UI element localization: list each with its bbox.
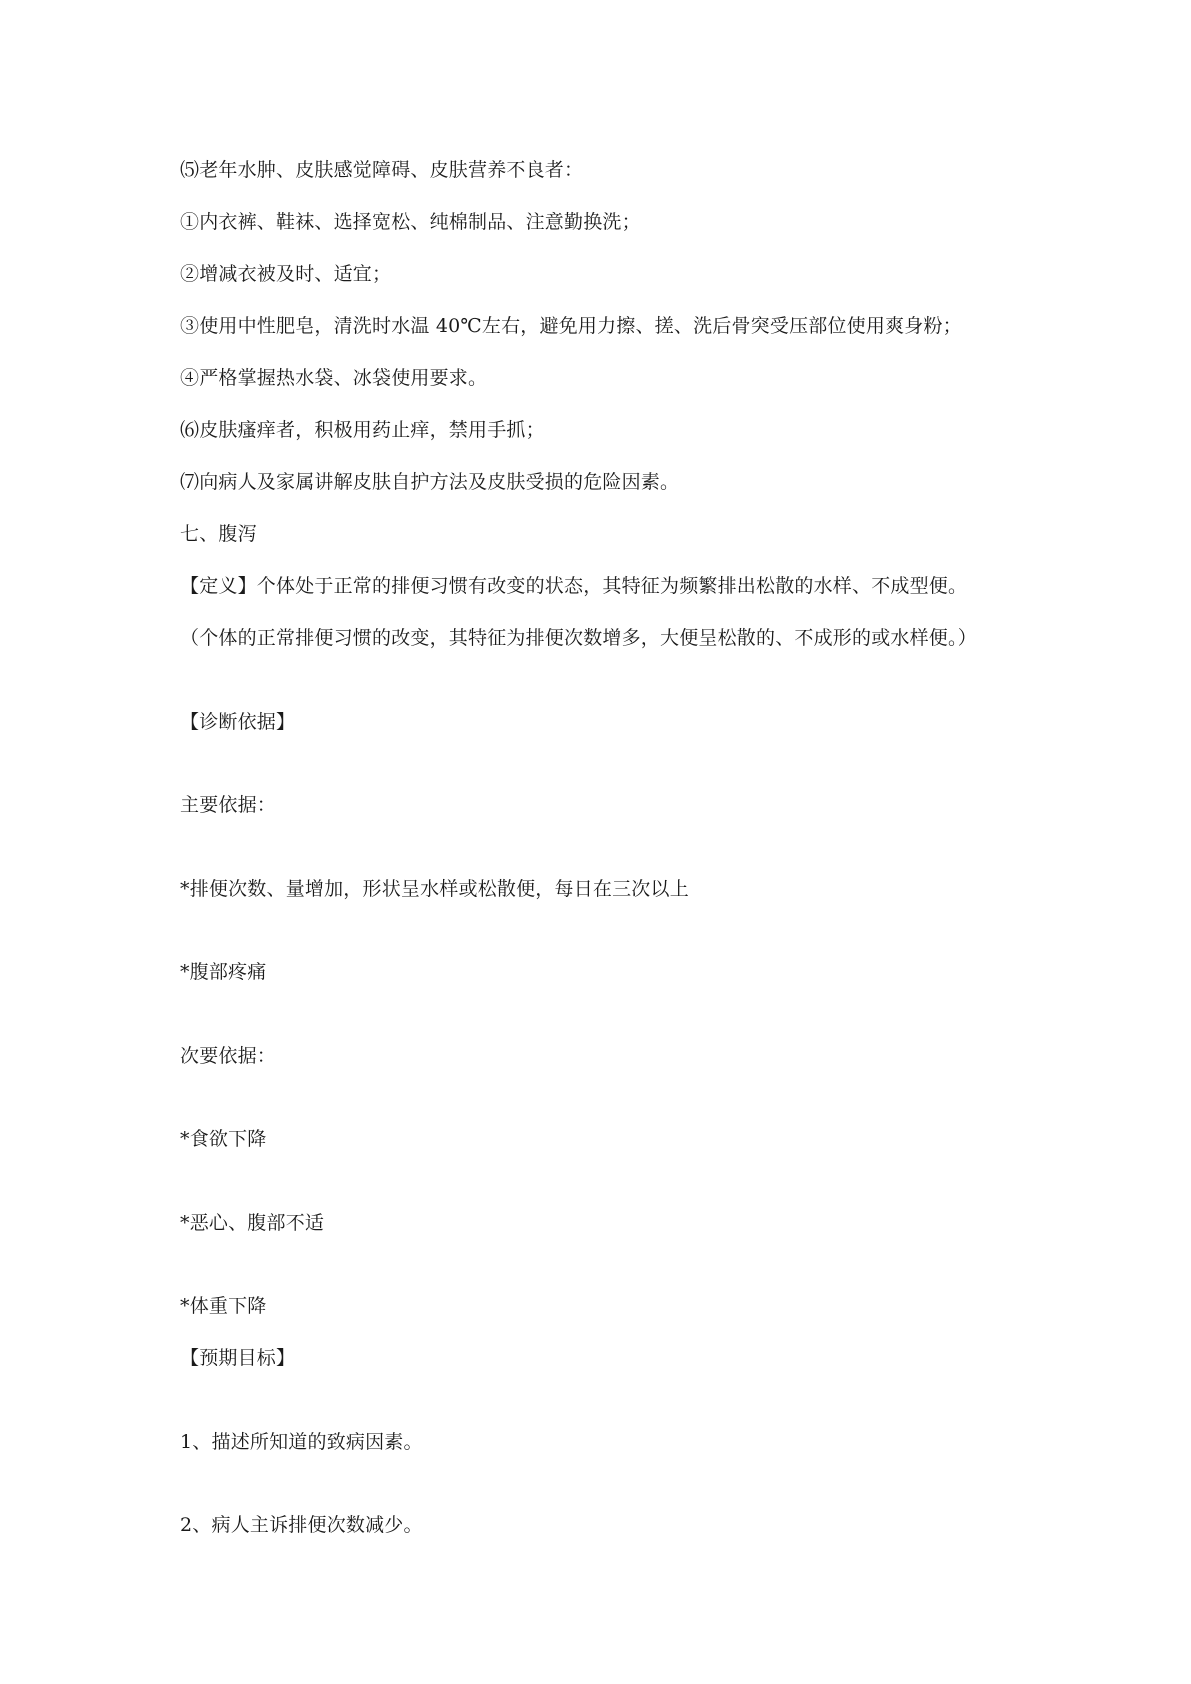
list-item: *恶心、腹部不适: [180, 1212, 325, 1234]
list-item: 1、描述所知道的致病因素。: [180, 1431, 423, 1453]
definition-note: （个体的正常排便习惯的改变，其特征为排便次数增多，大便呈松散的、不成形的或水样便。）: [180, 627, 977, 649]
paragraph-line: ④严格掌握热水袋、冰袋使用要求。: [180, 367, 488, 389]
paragraph-line: 主要依据：: [180, 794, 277, 816]
list-item: *排便次数、量增加，形状呈水样或松散便，每日在三次以上: [180, 878, 689, 900]
paragraph-line: 次要依据：: [180, 1045, 277, 1067]
definition-text: 【定义】个体处于正常的排便习惯有改变的状态，其特征为频繁排出松散的水样、不成型便。: [180, 575, 968, 597]
paragraph-line: ①内衣裤、鞋袜、选择宽松、纯棉制品、注意勤换洗；: [180, 211, 641, 233]
subsection-heading: 【预期目标】: [180, 1347, 296, 1369]
section-heading: 七、腹泻: [180, 523, 257, 545]
paragraph-line: ③使用中性肥皂，清洗时水温 40℃左右，避免用力擦、搓、洗后骨突受压部位使用爽身粉；: [180, 315, 962, 337]
list-item: *食欲下降: [180, 1128, 267, 1150]
list-item: 2、病人主诉排便次数减少。: [180, 1514, 423, 1536]
paragraph-line: ⑹皮肤瘙痒者，积极用药止痒，禁用手抓；: [180, 419, 545, 441]
paragraph-line: ⑺向病人及家属讲解皮肤自护方法及皮肤受损的危险因素。: [180, 471, 680, 493]
list-item: *腹部疼痛: [180, 961, 267, 983]
subsection-heading: 【诊断依据】: [180, 711, 296, 733]
paragraph-line: ②增减衣被及时、适宜；: [180, 263, 392, 285]
paragraph-line: ⑸老年水肿、皮肤感觉障碍、皮肤营养不良者：: [180, 159, 584, 181]
list-item: *体重下降: [180, 1295, 267, 1317]
